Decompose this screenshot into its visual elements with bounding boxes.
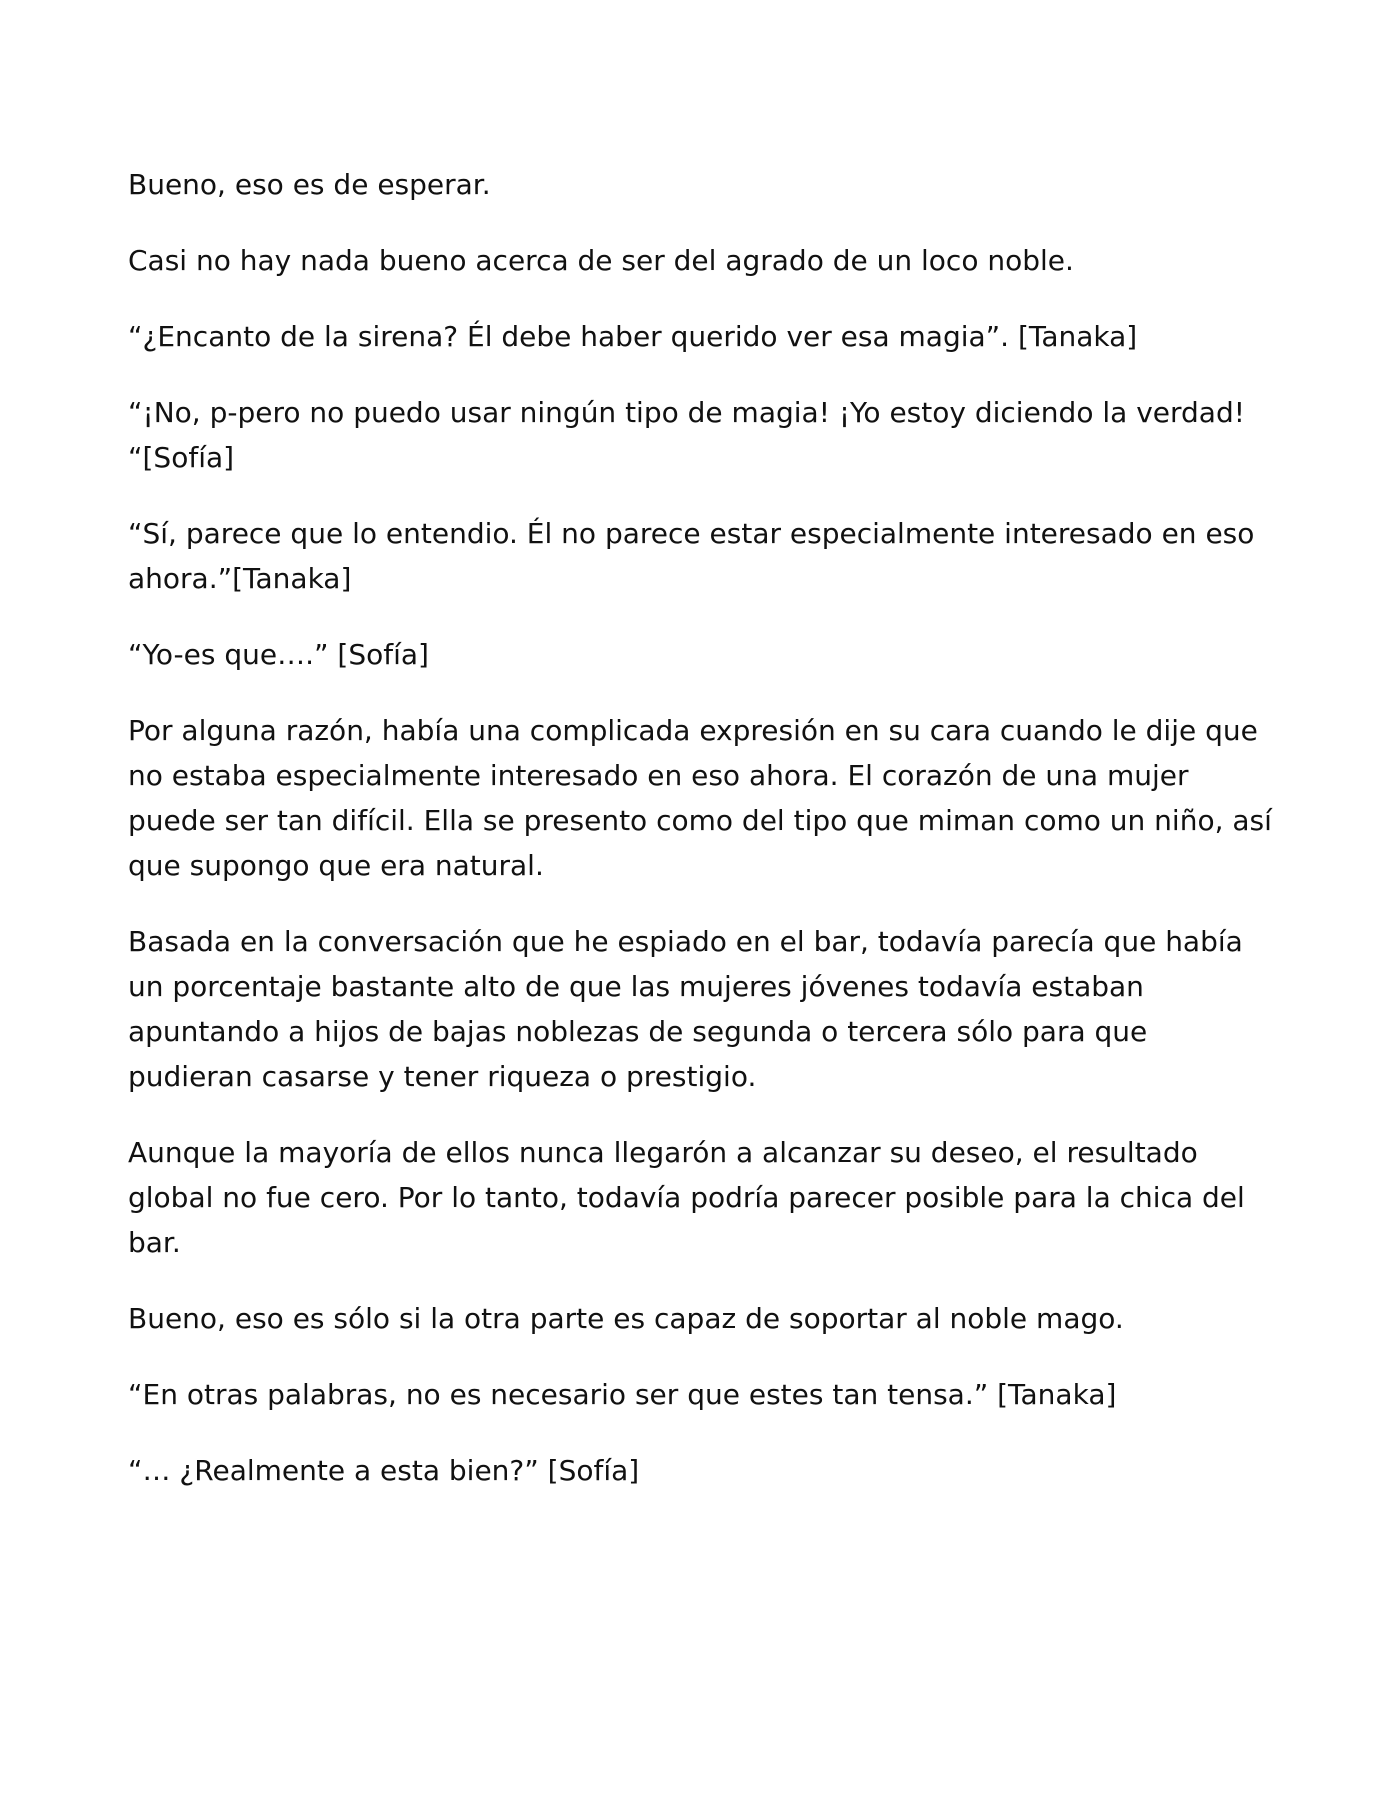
paragraph-9: Aunque la mayoría de ellos nunca llegarón a alcanzar su deseo, el resultado global no fue cero. Por lo tanto, todavía podría parecer posible para la chica del bar.	[128, 1136, 1245, 1259]
paragraph-4: “¡No, p-pero no puedo usar ningún tipo de magia! ¡Yo estoy diciendo la verdad! “[Sofía]	[128, 396, 1245, 474]
paragraph-2: Casi no hay nada bueno acerca de ser del agrado de un loco noble.	[128, 244, 1074, 277]
paragraph-1: Bueno, eso es de esperar.	[128, 168, 491, 201]
paragraph-12: “… ¿Realmente a esta bien?” [Sofía]	[128, 1454, 640, 1487]
document-body	[128, 162, 1278, 1524]
paragraph-6: “Yo-es que….” [Sofía]	[128, 638, 429, 671]
paragraph-5: “Sí, parece que lo entendio. Él no parece estar especialmente interesado en eso ahora.”[Tanaka]	[128, 517, 1255, 595]
paragraph-10: Bueno, eso es sólo si la otra parte es capaz de soportar al noble mago.	[128, 1302, 1124, 1335]
paragraph-8: Basada en la conversación que he espiado en el bar, todavía parecía que había un porcentaje bastante alto de que las mujeres jóvenes todavía estaban apuntando a hijos de bajas noblezas de segunda o tercera sólo para que pudieran casarse y tener riqueza o prestigio.	[128, 925, 1243, 1093]
paragraph-11: “En otras palabras, no es necesario ser que estes tan tensa.” [Tanaka]	[128, 1378, 1117, 1411]
paragraph-3: “¿Encanto de la sirena? Él debe haber querido ver esa magia”. [Tanaka]	[128, 320, 1138, 353]
paragraph-7: Por alguna razón, había una complicada expresión en su cara cuando le dije que no estaba especialmente interesado en eso ahora. El corazón de una mujer puede ser tan difícil. Ella se presento como del tipo que miman como un niño, así que supongo que era natural.	[128, 714, 1272, 882]
